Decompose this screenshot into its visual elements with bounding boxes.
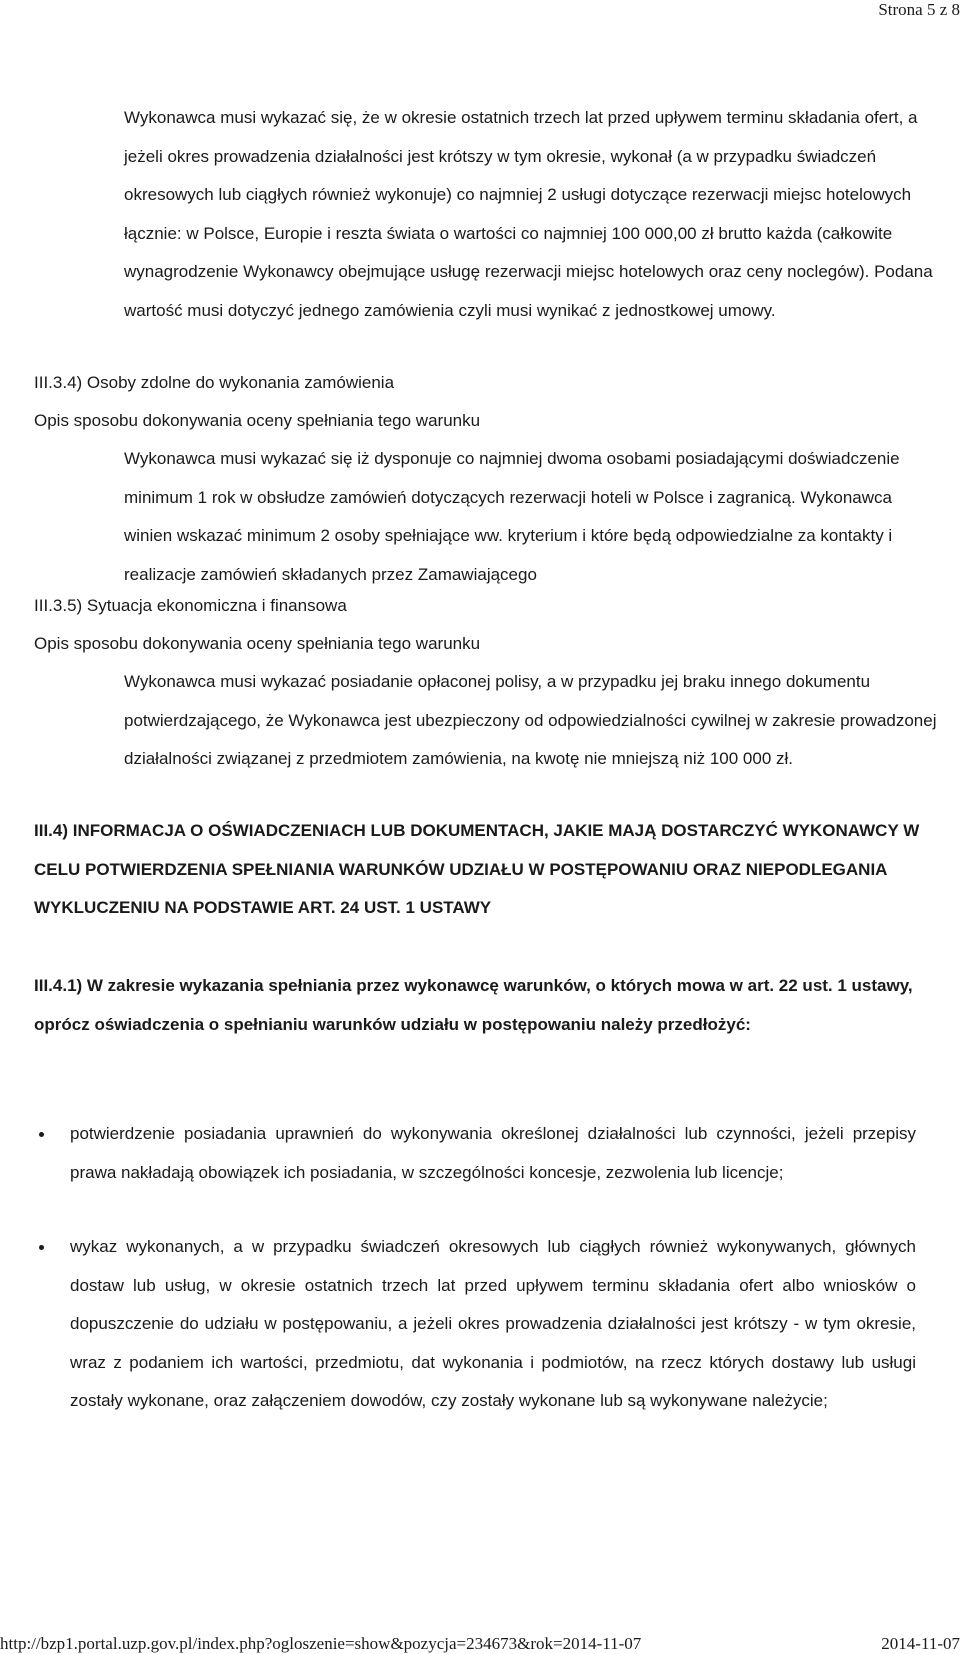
list-item [34,1228,916,1421]
page-indicator: Strona 5 z 8 [878,0,960,19]
list-item-text: potwierdzenie posiadania uprawnień do wykonywania określonej działalności lub czynności, jeżeli przepisy prawa nakładają obowiązek ich posiadania, w szczególności koncesje, zezwolenia lub licencje; [70,1124,916,1182]
section-3-3-4-title: III.3.4) Osoby zdolne do wykonania zamówienia [34,373,395,392]
financial-requirement-paragraph: Wykonawca musi wykazać posiadanie opłaconej polisy, a w przypadku jej braku innego dokumentu potwierdzającego, że Wykonawca jest ubezpieczony od odpowiedzialności cywilnej w zakresie prowadzonej działalności związanej z przedmiotem zamówienia, na kwotę nie mniejszą niż 100 000 zł. [124,672,937,768]
section-3-4-title: III.4) INFORMACJA O OŚWIADCZENIACH LUB DOKUMENTACH, JAKIE MAJĄ DOSTARCZYĆ WYKONAWCY W CELU POTWIERDZENIA SPEŁNIANIA WARUNKÓW UDZIAŁU W POSTĘPOWANIU ORAZ NIEPODLEGANIA WYKLUCZENIU NA PODSTAWIE ART. 24 UST. 1 USTAWY [34,821,920,917]
section-3-4-1-title: III.4.1) W zakresie wykazania spełniania przez wykonawcę warunków, o których mowa w art. 22 ust. 1 ustawy, oprócz oświadczenia o spełnianiu warunków udziału w postępowaniu należy przedłożyć: [34,976,913,1034]
list-item-text: wykaz wykonanych, a w przypadku świadczeń okresowych lub ciągłych również wykonywanych, głównych dostaw lub usług, w okresie ostatnich trzech lat przed upływem terminu składania ofert albo wniosków o dopuszczenie do udziału w postępowaniu, a jeżeli okres prowadzenia działalności jest krótszy - w tym okresie, wraz z podaniem ich wartości, przedmiotu, dat wykonania i podmiotów, na rzecz których dostawy lub usługi zostały wykonane, oraz załączeniem dowodów, czy zostały wykonane lub są wykonywane należycie; [70,1237,916,1410]
required-documents-list [34,1115,916,1421]
personnel-requirement-paragraph: Wykonawca musi wykazać się iż dysponuje co najmniej dwoma osobami posiadającymi doświadczenie minimum 1 rok w obsłudze zamówień dotyczących rezerwacji hoteli w Polsce i zagranicą. Wykonawca winien wskazać minimum 2 osoby spełniające ww. kryterium i które będą odpowiedzialne za kontakty i realizacje zamówień składanych przez Zamawiającego [124,449,900,584]
section-3-3-5-subtitle: Opis sposobu dokonywania oceny spełniania tego warunku [34,634,481,653]
footer-url: http://bzp1.portal.uzp.gov.pl/index.php?ogloszenie=show&pozycja=234673&rok=2014-11-07 [0,1634,642,1653]
section-3-3-4-subtitle: Opis sposobu dokonywania oceny spełniania tego warunku [34,411,481,430]
experience-requirement-paragraph: Wykonawca musi wykazać się, że w okresie ostatnich trzech lat przed upływem terminu składania ofert, a jeżeli okres prowadzenia działalności jest krótszy w tym okresie, wykonał (a w przypadku świadczeń okresowych lub ciągłych również wykonuje) co najmniej 2 usługi dotyczące rezerwacji miejsc hotelowych łącznie: w Polsce, Europie i reszta świata o wartości co najmniej 100 000,00 zł brutto każda (całkowite wynagrodzenie Wykonawcy obejmujące usługę rezerwacji miejsc hotelowych oraz ceny noclegów). Podana wartość musi dotyczyć jednego zamówienia czyli musi wynikać z jednostkowej umowy. [124,108,933,320]
footer-date: 2014-11-07 [881,1634,960,1653]
section-3-3-5-title: III.3.5) Sytuacja ekonomiczna i finansowa [34,596,347,615]
page-footer [0,1634,960,1654]
list-item [34,1115,916,1192]
bullet-icon [39,1132,44,1137]
bullet-icon [39,1245,44,1250]
